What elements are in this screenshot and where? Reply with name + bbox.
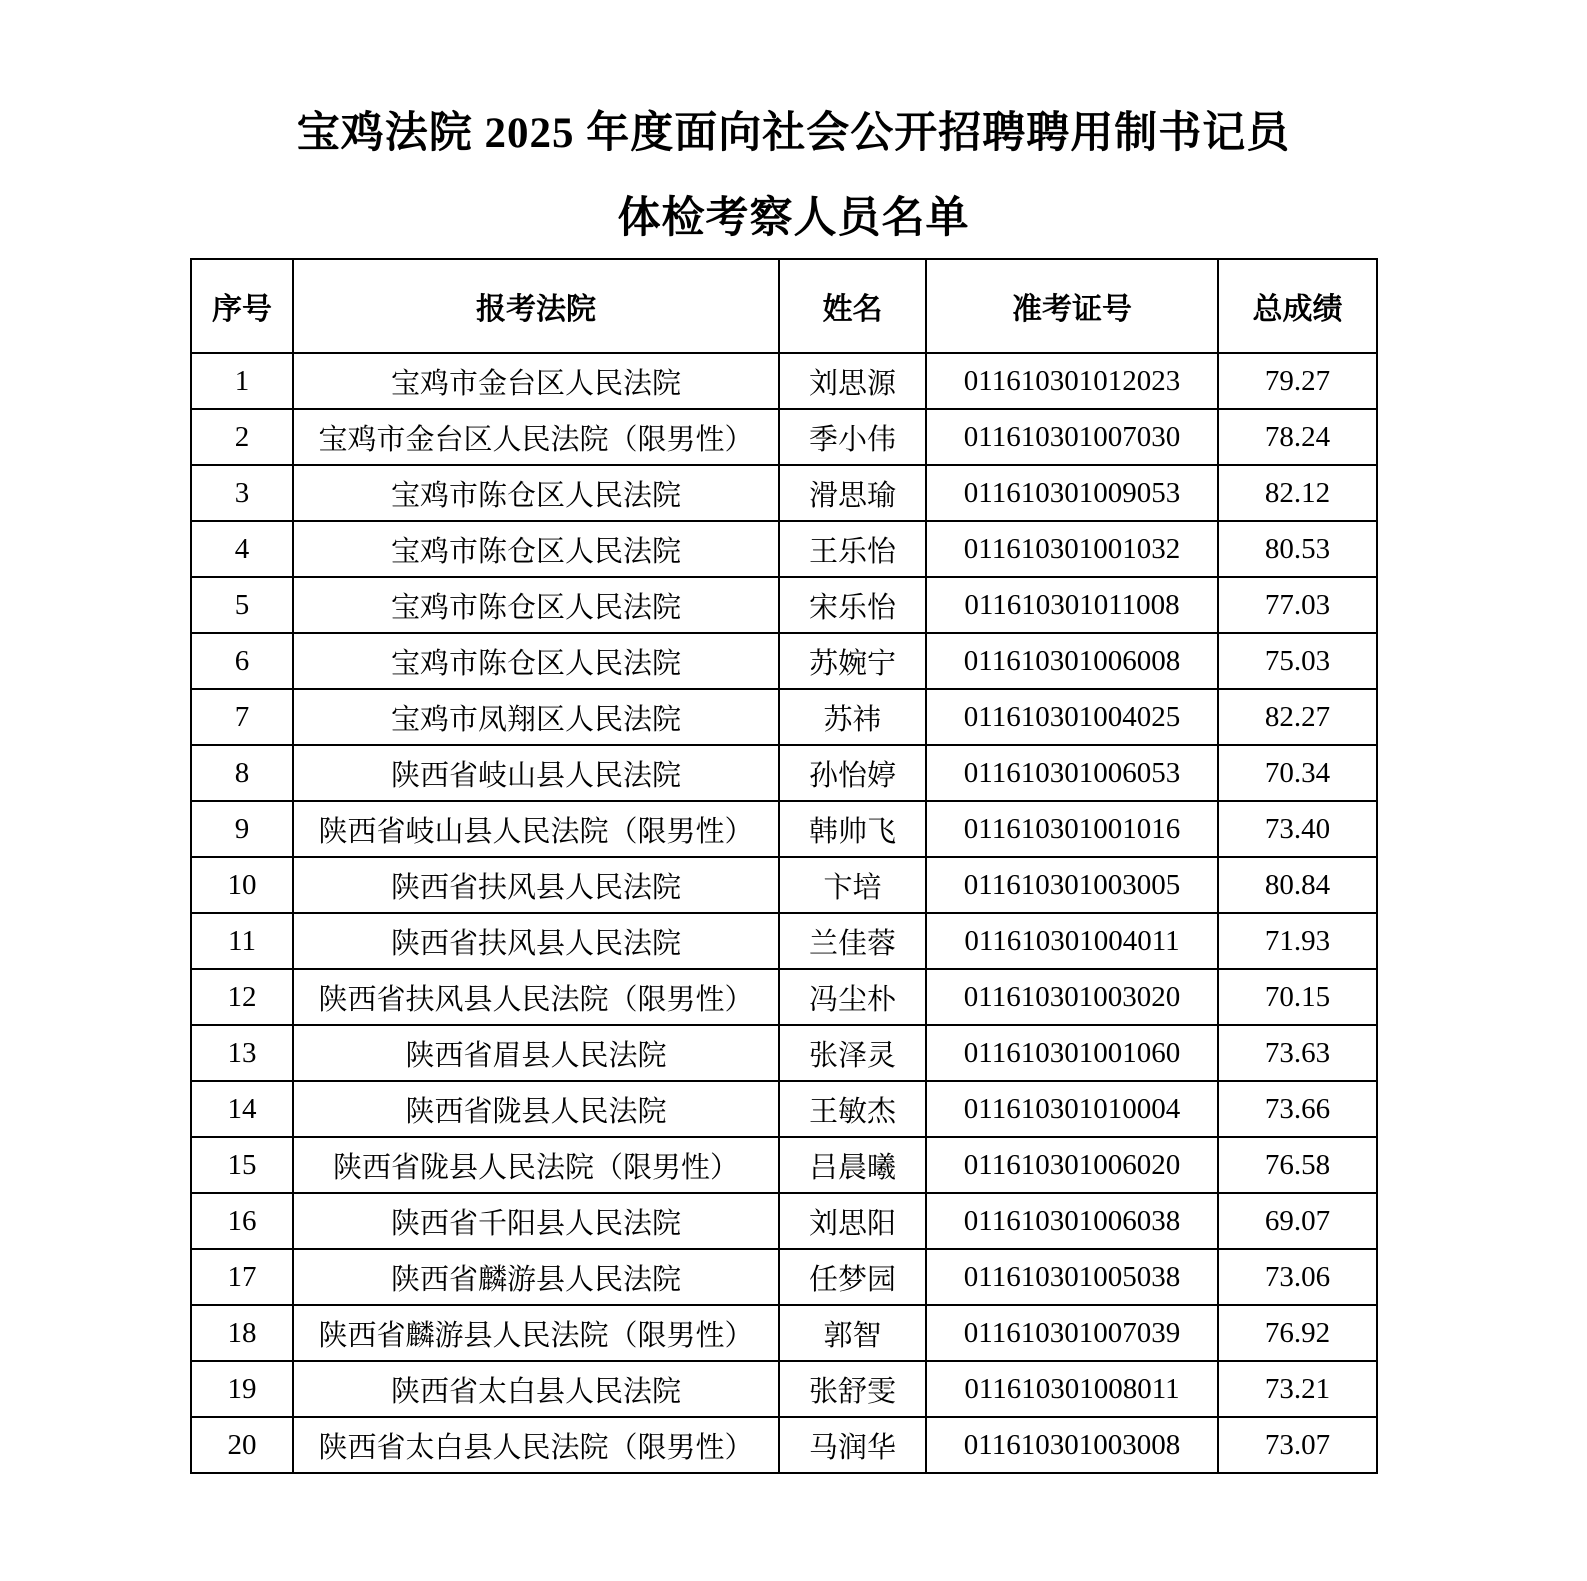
table-row — [191, 689, 1377, 745]
table-row — [191, 1081, 1377, 1137]
cell-name: 季小伟 — [779, 409, 926, 465]
cell-court: 宝鸡市陈仓区人民法院 — [293, 577, 779, 633]
cell-score: 76.58 — [1218, 1137, 1377, 1193]
cell-name: 郭智 — [779, 1305, 926, 1361]
cell-court: 陕西省扶风县人民法院（限男性） — [293, 969, 779, 1025]
cell-name: 马润华 — [779, 1417, 926, 1473]
table-row — [191, 801, 1377, 857]
candidate-roster-table — [190, 258, 1378, 1474]
table-row — [191, 1361, 1377, 1417]
cell-court: 陕西省扶风县人民法院 — [293, 913, 779, 969]
cell-index: 14 — [191, 1081, 293, 1137]
header-cell-ticket: 准考证号 — [926, 259, 1218, 353]
cell-ticket: 011610301008011 — [926, 1361, 1218, 1417]
header-cell-name: 姓名 — [779, 259, 926, 353]
cell-court: 陕西省千阳县人民法院 — [293, 1193, 779, 1249]
cell-ticket: 011610301003020 — [926, 969, 1218, 1025]
cell-court: 陕西省扶风县人民法院 — [293, 857, 779, 913]
cell-index: 16 — [191, 1193, 293, 1249]
cell-score: 82.12 — [1218, 465, 1377, 521]
document-title-line2: 体检考察人员名单 — [617, 195, 970, 242]
table-row — [191, 577, 1377, 633]
table-row — [191, 1305, 1377, 1361]
cell-ticket: 011610301001060 — [926, 1025, 1218, 1081]
table-row — [191, 857, 1377, 913]
cell-index: 19 — [191, 1361, 293, 1417]
table-header-row — [191, 259, 1377, 353]
cell-name: 苏婉宁 — [779, 633, 926, 689]
cell-score: 69.07 — [1218, 1193, 1377, 1249]
cell-index: 10 — [191, 857, 293, 913]
cell-score: 70.15 — [1218, 969, 1377, 1025]
cell-name: 卞培 — [779, 857, 926, 913]
cell-score: 73.63 — [1218, 1025, 1377, 1081]
cell-index: 6 — [191, 633, 293, 689]
cell-court: 陕西省眉县人民法院 — [293, 1025, 779, 1081]
cell-score: 71.93 — [1218, 913, 1377, 969]
cell-ticket: 011610301003008 — [926, 1417, 1218, 1473]
document-title-line1: 宝鸡法院 2025 年度面向社会公开招聘聘用制书记员 — [296, 110, 1291, 157]
table-row — [191, 521, 1377, 577]
cell-index: 1 — [191, 353, 293, 409]
header-cell-index: 序号 — [191, 259, 293, 353]
cell-ticket: 011610301007039 — [926, 1305, 1218, 1361]
cell-court: 陕西省陇县人民法院 — [293, 1081, 779, 1137]
cell-index: 11 — [191, 913, 293, 969]
table-header — [191, 259, 1377, 353]
cell-name: 滑思瑜 — [779, 465, 926, 521]
table-row — [191, 353, 1377, 409]
cell-score: 73.21 — [1218, 1361, 1377, 1417]
cell-ticket: 011610301012023 — [926, 353, 1218, 409]
cell-index: 5 — [191, 577, 293, 633]
cell-ticket: 011610301001032 — [926, 521, 1218, 577]
cell-name: 刘思源 — [779, 353, 926, 409]
table-body — [191, 353, 1377, 1473]
table-row — [191, 1025, 1377, 1081]
cell-index: 3 — [191, 465, 293, 521]
cell-score: 70.34 — [1218, 745, 1377, 801]
cell-score: 82.27 — [1218, 689, 1377, 745]
cell-court: 陕西省麟游县人民法院（限男性） — [293, 1305, 779, 1361]
cell-name: 韩帅飞 — [779, 801, 926, 857]
cell-name: 宋乐怡 — [779, 577, 926, 633]
cell-name: 王敏杰 — [779, 1081, 926, 1137]
table-row — [191, 633, 1377, 689]
cell-ticket: 011610301006020 — [926, 1137, 1218, 1193]
cell-name: 任梦园 — [779, 1249, 926, 1305]
cell-index: 9 — [191, 801, 293, 857]
table-row — [191, 465, 1377, 521]
cell-name: 兰佳蓉 — [779, 913, 926, 969]
cell-name: 张泽灵 — [779, 1025, 926, 1081]
table-row — [191, 1193, 1377, 1249]
cell-ticket: 011610301006008 — [926, 633, 1218, 689]
cell-score: 80.53 — [1218, 521, 1377, 577]
cell-court: 宝鸡市金台区人民法院 — [293, 353, 779, 409]
cell-index: 7 — [191, 689, 293, 745]
cell-index: 17 — [191, 1249, 293, 1305]
cell-court: 宝鸡市陈仓区人民法院 — [293, 465, 779, 521]
cell-court: 陕西省太白县人民法院（限男性） — [293, 1417, 779, 1473]
document-title — [0, 0, 1587, 240]
cell-ticket: 011610301003005 — [926, 857, 1218, 913]
table-row — [191, 1417, 1377, 1473]
table-row — [191, 745, 1377, 801]
cell-score: 73.06 — [1218, 1249, 1377, 1305]
cell-index: 2 — [191, 409, 293, 465]
cell-ticket: 011610301011008 — [926, 577, 1218, 633]
cell-court: 陕西省陇县人民法院（限男性） — [293, 1137, 779, 1193]
cell-court: 宝鸡市金台区人民法院（限男性） — [293, 409, 779, 465]
header-cell-court: 报考法院 — [293, 259, 779, 353]
cell-name: 冯尘朴 — [779, 969, 926, 1025]
cell-court: 陕西省岐山县人民法院 — [293, 745, 779, 801]
cell-index: 12 — [191, 969, 293, 1025]
cell-index: 20 — [191, 1417, 293, 1473]
cell-court: 宝鸡市陈仓区人民法院 — [293, 521, 779, 577]
cell-score: 78.24 — [1218, 409, 1377, 465]
cell-ticket: 011610301006053 — [926, 745, 1218, 801]
cell-score: 80.84 — [1218, 857, 1377, 913]
table-row — [191, 1137, 1377, 1193]
cell-index: 4 — [191, 521, 293, 577]
cell-court: 宝鸡市陈仓区人民法院 — [293, 633, 779, 689]
cell-score: 77.03 — [1218, 577, 1377, 633]
cell-score: 73.40 — [1218, 801, 1377, 857]
cell-index: 13 — [191, 1025, 293, 1081]
cell-ticket: 011610301006038 — [926, 1193, 1218, 1249]
cell-court: 陕西省麟游县人民法院 — [293, 1249, 779, 1305]
cell-name: 孙怡婷 — [779, 745, 926, 801]
cell-court: 陕西省岐山县人民法院（限男性） — [293, 801, 779, 857]
header-cell-score: 总成绩 — [1218, 259, 1377, 353]
cell-ticket: 011610301010004 — [926, 1081, 1218, 1137]
table-row — [191, 409, 1377, 465]
cell-ticket: 011610301001016 — [926, 801, 1218, 857]
cell-score: 79.27 — [1218, 353, 1377, 409]
cell-name: 张舒雯 — [779, 1361, 926, 1417]
cell-ticket: 011610301005038 — [926, 1249, 1218, 1305]
cell-court: 陕西省太白县人民法院 — [293, 1361, 779, 1417]
cell-name: 王乐怡 — [779, 521, 926, 577]
cell-score: 76.92 — [1218, 1305, 1377, 1361]
table-row — [191, 913, 1377, 969]
cell-score: 73.66 — [1218, 1081, 1377, 1137]
cell-name: 刘思阳 — [779, 1193, 926, 1249]
cell-ticket: 011610301004025 — [926, 689, 1218, 745]
cell-ticket: 011610301009053 — [926, 465, 1218, 521]
cell-score: 75.03 — [1218, 633, 1377, 689]
cell-index: 18 — [191, 1305, 293, 1361]
cell-score: 73.07 — [1218, 1417, 1377, 1473]
cell-name: 吕晨曦 — [779, 1137, 926, 1193]
table-row — [191, 969, 1377, 1025]
cell-index: 15 — [191, 1137, 293, 1193]
cell-ticket: 011610301004011 — [926, 913, 1218, 969]
cell-ticket: 011610301007030 — [926, 409, 1218, 465]
cell-name: 苏祎 — [779, 689, 926, 745]
cell-court: 宝鸡市凤翔区人民法院 — [293, 689, 779, 745]
table-row — [191, 1249, 1377, 1305]
cell-index: 8 — [191, 745, 293, 801]
